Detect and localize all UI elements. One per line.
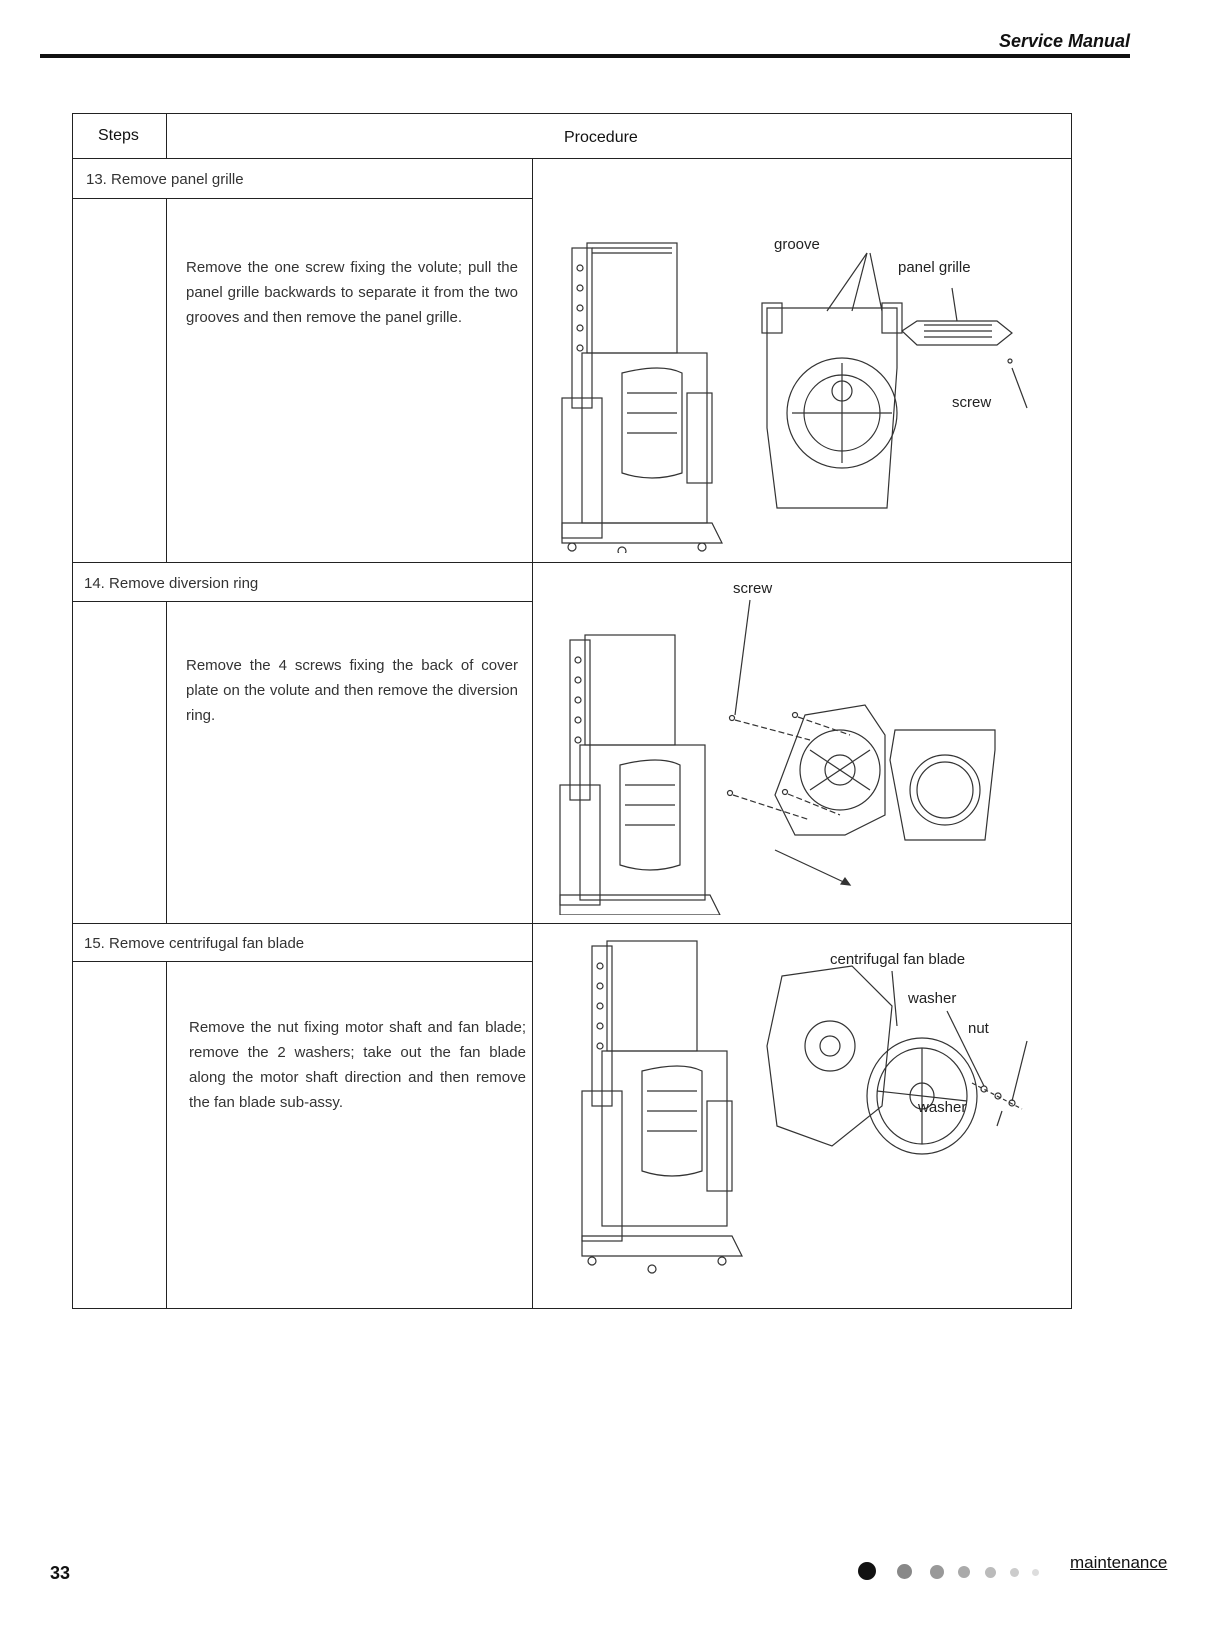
volute-illustration — [775, 705, 885, 835]
figure-remove-centrifugal-fan-blade — [552, 931, 1052, 1291]
header-title: Service Manual — [998, 31, 1130, 51]
panel-grille-illustration — [902, 321, 1012, 363]
unit-illustration — [562, 243, 722, 553]
figure-remove-panel-grille — [552, 213, 1052, 553]
step-title-14: 14. Remove diversion ring — [84, 575, 259, 592]
column-header-procedure: Procedure — [564, 129, 638, 146]
callout-nut: nut — [968, 1020, 989, 1037]
unit-illustration — [582, 941, 742, 1273]
step-title-15: 15. Remove centrifugal fan blade — [84, 935, 305, 952]
dot-1 — [858, 1562, 876, 1580]
step-description-14: Remove the 4 screws fixing the back of cover plate on the volute and then remove the diversion ring. — [186, 657, 518, 724]
dot-5 — [985, 1567, 996, 1578]
callout-washer-1: washer — [908, 990, 957, 1007]
step-description-15: Remove the nut fixing motor shaft and fan blade; remove the 2 washers; take out the fan blade along the motor shaft direction and then remove the fan blade sub-assy. — [189, 1019, 526, 1111]
volute-illustration — [767, 966, 892, 1146]
column-header-steps: Steps — [98, 127, 139, 144]
step-description-13: Remove the one screw fixing the volute; pull the panel grille backwards to separate it from the two grooves and then remove the panel grille. — [186, 259, 518, 326]
unit-illustration — [560, 635, 720, 915]
diversion-ring-illustration — [890, 730, 995, 840]
callout-centrifugal-fan-blade: centrifugal fan blade — [830, 951, 966, 968]
dot-4 — [958, 1566, 970, 1578]
callout-screw: screw — [952, 394, 992, 411]
dot-7 — [1032, 1569, 1039, 1576]
step-title-13: 13. Remove panel grille — [86, 171, 244, 188]
callout-panel-grille: panel grille — [898, 259, 971, 276]
section-link-maintenance[interactable]: maintenance — [1070, 1553, 1168, 1572]
figure-remove-diversion-ring — [550, 575, 1050, 915]
dot-2 — [897, 1564, 912, 1579]
dot-3 — [930, 1565, 944, 1579]
callout-washer-2: washer — [918, 1099, 967, 1116]
header-rule — [40, 54, 1130, 58]
dot-6 — [1010, 1568, 1019, 1577]
page-number: 33 — [50, 1563, 71, 1583]
callout-groove: groove — [774, 236, 820, 253]
callout-screw: screw — [733, 580, 773, 597]
procedure-table — [72, 113, 1072, 1309]
volute-illustration — [762, 303, 902, 508]
